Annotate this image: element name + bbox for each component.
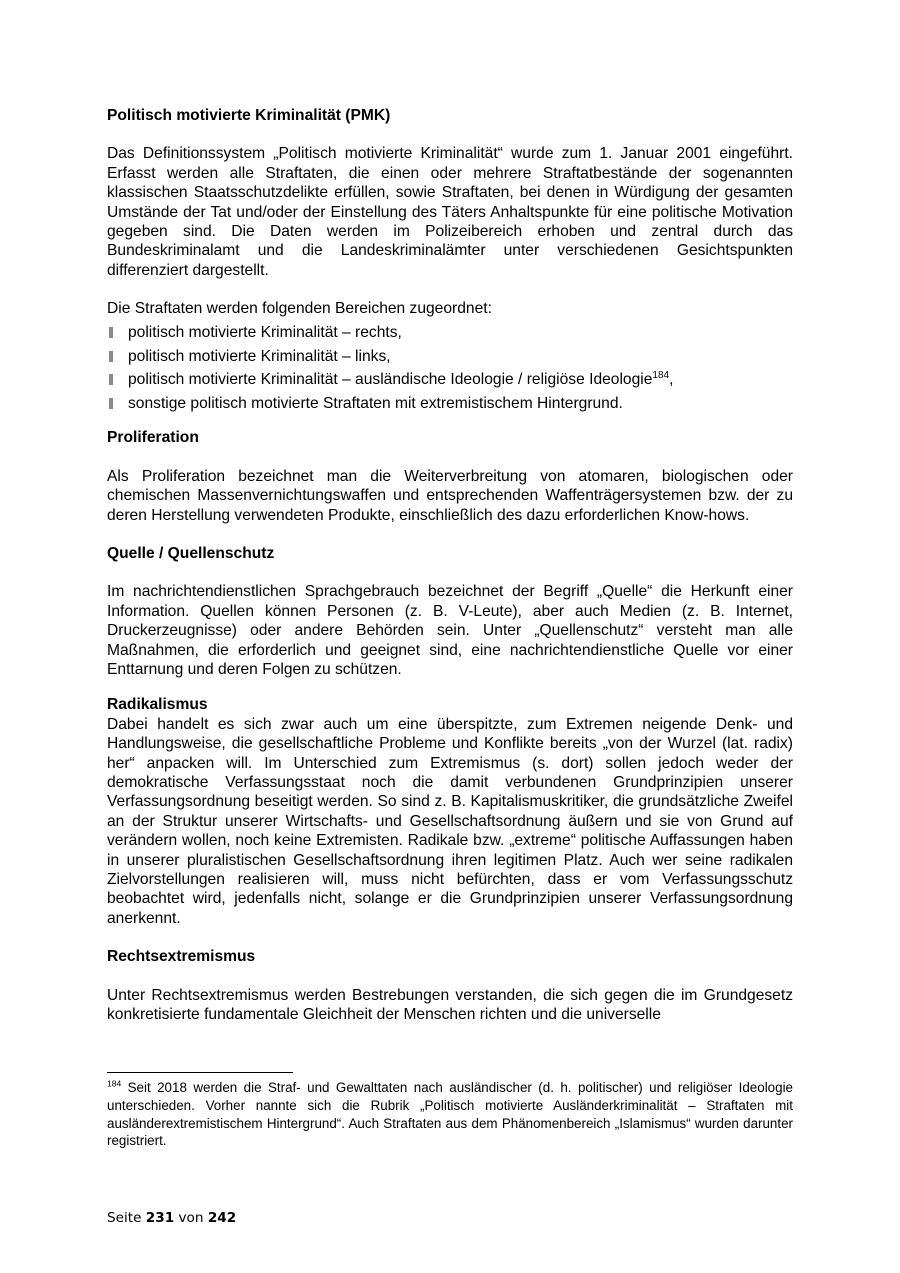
bullet-icon: [109, 327, 113, 338]
paragraph-quelle: Im nachrichtendienstlichen Sprachgebrauch bezeichnet der Begriff „Quelle“ die Herkunft einer Information. Quellen können Personen (z. B. V-Leute), aber auch Medien (z. B. Internet, Druckerzeugnisse) oder andere Behörden sein. Unter „Quellenschutz“ versteht man alle Maßnahmen, die erforderlich und geeignet sind, eine nachrichtendienstliche Quelle vor einer Enttarnung und deren Folgen zu schützen.: [107, 583, 793, 678]
heading-pmk: Politisch motivierte Kriminalität (PMK): [107, 107, 391, 124]
list-item: sonstige politisch motivierte Straftaten mit extremistischem Hintergrund.: [107, 394, 793, 413]
footnote: [107, 1079, 793, 1150]
heading-proliferation: Proliferation: [107, 429, 199, 447]
paragraph-pmk: Das Definitionssystem „Politisch motivierte Kriminalität“ wurde zum 1. Januar 2001 eingeführt. Erfasst werden alle Straftaten, die einen oder mehrere Straftatbestände der sogenannten klassischen Staatsschutzdelikte erfüllen, sowie Straftaten, bei denen in Würdigung der gesamten Umstände der Tat und/oder der Einstellung des Täters Anhaltspunkte für eine politische Motivation gegeben sind. Die Daten werden im Polizeibereich erhoben und zentral durch das Bundeskriminalamt und die Landeskriminalämter unter verschiedenen Gesichtspunkten differenziert dargestellt.: [107, 145, 793, 279]
paragraph-proliferation: Als Proliferation bezeichnet man die Weiterverbreitung von atomaren, biologischen oder chemischen Massenvernichtungswaffen und entsprechenden Waffenträgersystemen bzw. der zu deren Herstellung verwendeten Produkte, einschließlich des dazu erforderlichen Know-hows.: [107, 467, 793, 524]
list-item: politisch motivierte Kriminalität – ausländische Ideologie / religiöse Ideologie$^{184}$,: [107, 370, 793, 389]
footnote-text: Seit 2018 werden die Straf- und Gewalttaten nach ausländischer (d. h. politischer) und religiöser Ideologie unterschieden. Vorher nannte sich die Rubrik „Politisch motivierte Ausländerkriminalität – Straftaten mit ausländerextremistischem Hintergrund“. Auch Straftaten aus dem Phänomenbereich „Islamismus“ wurden darunter registriert.: [107, 1080, 793, 1149]
footnote-number: 184: [107, 1078, 122, 1089]
footnote-divider: [107, 1072, 293, 1073]
bullet-icon: [109, 351, 113, 362]
paragraph-rechtsextremismus: Unter Rechtsextremismus werden Bestrebungen verstanden, die sich gegen die im Grundgesetz konkretisierte fundamentale Gleichheit der Menschen richten und die universelle: [107, 986, 793, 1024]
list-item: politisch motivierte Kriminalität – rechts,: [107, 323, 793, 342]
list-intro: Die Straftaten werden folgenden Bereichen zugeordnet:: [107, 300, 492, 318]
current-page: 231: [145, 1210, 175, 1226]
bullet-icon: [109, 398, 113, 409]
page-number: Seite 231 von 242: [107, 1210, 237, 1226]
heading-rechtsextremismus: Rechtsextremismus: [107, 948, 256, 966]
paragraph-radikalismus: Dabei handelt es sich zwar auch um eine überspitzte, zum Extremen neigende Denk- und Handlungsweise, die gesellschaftliche Probleme und Konflikte bereits „von der Wurzel (lat. radix) her“ anpacken will. Im Unterschied zum Extremismus (s. dort) sollen jedoch weder der demokratische Verfassungsstaat noch die damit verbundenen Grundprinzipien unserer Verfassungsordnung beseitigt werden. So sind z. B. Kapitalismuskritiker, die grundsätzliche Zweifel an der Struktur unserer Wirtschafts- und Gesellschaftsordnung äußern und sie von Grund auf verändern wollen, noch keine Extremisten. Radikale bzw. „extreme“ politische Auffassungen haben in unserer pluralistischen Gesellschaftsordnung ihren legitimen Platz. Auch wer seine radikalen Zielvorstellungen realisieren will, muss nicht befürchten, dass er vom Verfassungsschutz beobachtet wird, jedenfalls nicht, solange er die Grundprinzipien unserer Verfassungsordnung anerkennt.: [107, 715, 793, 927]
bullet-icon: [109, 374, 113, 385]
list-item: politisch motivierte Kriminalität – links,: [107, 347, 793, 366]
heading-quelle: Quelle / Quellenschutz: [107, 544, 275, 562]
total-pages: 242: [207, 1210, 237, 1226]
document-body: [107, 106, 793, 1024]
pmk-category-list: [107, 323, 793, 414]
heading-radikalismus: Radikalismus: [107, 696, 208, 714]
footnote-reference[interactable]: 184: [652, 370, 670, 382]
